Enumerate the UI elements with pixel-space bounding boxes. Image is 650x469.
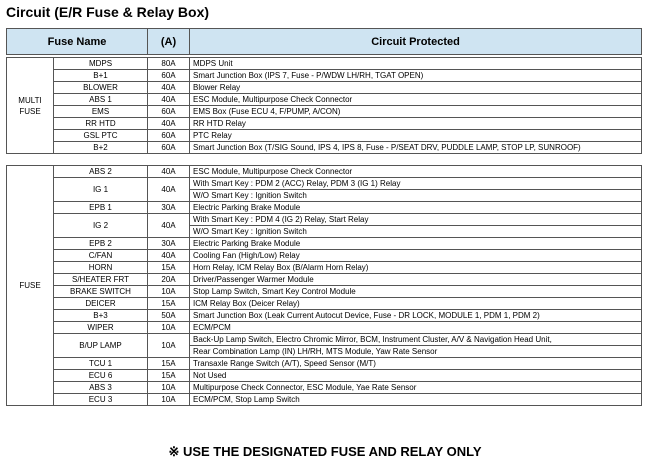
circuit-cell: Cooling Fan (High/Low) Relay <box>190 250 642 262</box>
circuit-cell: ECM/PCM <box>190 322 642 334</box>
table-row <box>7 274 642 286</box>
amp-cell: 60A <box>148 142 190 154</box>
fuse-name-cell: DEICER <box>54 298 148 310</box>
fuse-name-cell: BRAKE SWITCH <box>54 286 148 298</box>
table-row <box>7 94 642 106</box>
circuit-cell: Stop Lamp Switch, Smart Key Control Module <box>190 286 642 298</box>
amp-cell: 10A <box>148 322 190 334</box>
fuse-name-cell: B/UP LAMP <box>54 334 148 358</box>
header-amp: (A) <box>148 29 190 55</box>
table-row <box>7 238 642 250</box>
table-row <box>7 394 642 406</box>
fuse-name-cell: ECU 3 <box>54 394 148 406</box>
fuse-name-cell: EPB 1 <box>54 202 148 214</box>
fuse-name-cell: B+2 <box>54 142 148 154</box>
circuit-cell: Horn Relay, ICM Relay Box (B/Alarm Horn Relay) <box>190 262 642 274</box>
fuse-table <box>6 28 642 406</box>
table-row <box>7 334 642 346</box>
amp-cell: 50A <box>148 310 190 322</box>
amp-cell: 40A <box>148 178 190 202</box>
table-row <box>7 178 642 190</box>
fuse-name-cell: EMS <box>54 106 148 118</box>
amp-cell: 10A <box>148 334 190 358</box>
fuse-name-cell: ABS 2 <box>54 166 148 178</box>
circuit-cell: ICM Relay Box (Deicer Relay) <box>190 298 642 310</box>
table-row <box>7 310 642 322</box>
table-row <box>7 358 642 370</box>
table-row <box>7 262 642 274</box>
group-label-line: FUSE <box>19 281 41 290</box>
circuit-cell: Rear Combination Lamp (IN) LH/RH, MTS Module, Yaw Rate Sensor <box>190 346 642 358</box>
group-label <box>7 166 54 406</box>
amp-cell: 30A <box>148 238 190 250</box>
table-row <box>7 142 642 154</box>
circuit-cell: ECM/PCM, Stop Lamp Switch <box>190 394 642 406</box>
amp-cell: 10A <box>148 394 190 406</box>
circuit-cell: RR HTD Relay <box>190 118 642 130</box>
circuit-cell: Smart Junction Box (T/SIG Sound, IPS 4, IPS 8, Fuse - P/SEAT DRV, PUDDLE LAMP, STOP LP, SUNROOF) <box>190 142 642 154</box>
amp-cell: 60A <box>148 70 190 82</box>
amp-cell: 60A <box>148 130 190 142</box>
amp-cell: 40A <box>148 214 190 238</box>
fuse-name-cell: B+3 <box>54 310 148 322</box>
group-label <box>7 58 54 154</box>
table-row <box>7 370 642 382</box>
fuse-name-cell: TCU 1 <box>54 358 148 370</box>
circuit-cell: W/O Smart Key : Ignition Switch <box>190 190 642 202</box>
fuse-name-cell: S/HEATER FRT <box>54 274 148 286</box>
fuse-name-cell: WIPER <box>54 322 148 334</box>
circuit-cell: ESC Module, Multipurpose Check Connector <box>190 166 642 178</box>
group-label-line: FUSE <box>19 106 41 116</box>
group-label-line: MULTI <box>18 95 42 105</box>
circuit-cell: With Smart Key : PDM 4 (IG 2) Relay, Start Relay <box>190 214 642 226</box>
fuse-name-cell: HORN <box>54 262 148 274</box>
table-row <box>7 214 642 226</box>
fuse-name-cell: BLOWER <box>54 82 148 94</box>
amp-cell: 40A <box>148 94 190 106</box>
footer-note: ※ USE THE DESIGNATED FUSE AND RELAY ONLY <box>168 444 482 459</box>
circuit-cell: Not Used <box>190 370 642 382</box>
fuse-name-cell: EPB 2 <box>54 238 148 250</box>
table-row <box>7 382 642 394</box>
circuit-cell: Smart Junction Box (IPS 7, Fuse - P/WDW LH/RH, TGAT OPEN) <box>190 70 642 82</box>
table-row <box>7 106 642 118</box>
table-row <box>7 58 642 70</box>
table-row <box>7 166 642 178</box>
amp-cell: 15A <box>148 358 190 370</box>
table-row <box>7 130 642 142</box>
circuit-cell: Blower Relay <box>190 82 642 94</box>
fuse-name-cell: IG 1 <box>54 178 148 202</box>
table-header-row <box>7 29 642 55</box>
circuit-cell: EMS Box (Fuse ECU 4, F/PUMP, A/CON) <box>190 106 642 118</box>
fuse-name-cell: IG 2 <box>54 214 148 238</box>
table-row <box>7 70 642 82</box>
table-row <box>7 118 642 130</box>
circuit-cell: Multipurpose Check Connector, ESC Module, Yae Rate Sensor <box>190 382 642 394</box>
header-circuit: Circuit Protected <box>190 29 642 55</box>
fuse-name-cell: ABS 1 <box>54 94 148 106</box>
amp-cell: 20A <box>148 274 190 286</box>
fuse-name-cell: ABS 3 <box>54 382 148 394</box>
page-title: Circuit (E/R Fuse & Relay Box) <box>6 4 210 20</box>
amp-cell: 15A <box>148 262 190 274</box>
table-row <box>7 286 642 298</box>
amp-cell: 15A <box>148 298 190 310</box>
amp-cell: 40A <box>148 82 190 94</box>
circuit-cell: Smart Junction Box (Leak Current Autocut Device, Fuse - DR LOCK, MODULE 1, PDM 1, PDM 2) <box>190 310 642 322</box>
amp-cell: 15A <box>148 370 190 382</box>
circuit-cell: W/O Smart Key : Ignition Switch <box>190 226 642 238</box>
fuse-name-cell: ECU 6 <box>54 370 148 382</box>
amp-cell: 60A <box>148 106 190 118</box>
circuit-cell: MDPS Unit <box>190 58 642 70</box>
circuit-cell: Back-Up Lamp Switch, Electro Chromic Mirror, BCM, Instrument Cluster, A/V & Navigation Head Unit, <box>190 334 642 346</box>
table-row <box>7 82 642 94</box>
fuse-name-cell: GSL PTC <box>54 130 148 142</box>
group-gap <box>7 154 642 166</box>
fuse-table-body <box>7 58 642 406</box>
circuit-cell: Electric Parking Brake Module <box>190 238 642 250</box>
fuse-name-cell: MDPS <box>54 58 148 70</box>
amp-cell: 40A <box>148 166 190 178</box>
amp-cell: 30A <box>148 202 190 214</box>
amp-cell: 80A <box>148 58 190 70</box>
circuit-cell: PTC Relay <box>190 130 642 142</box>
amp-cell: 40A <box>148 250 190 262</box>
amp-cell: 40A <box>148 118 190 130</box>
table-row <box>7 298 642 310</box>
table-row <box>7 202 642 214</box>
amp-cell: 10A <box>148 286 190 298</box>
circuit-cell: ESC Module, Multipurpose Check Connector <box>190 94 642 106</box>
table-row <box>7 250 642 262</box>
circuit-cell: With Smart Key : PDM 2 (ACC) Relay, PDM 3 (IG 1) Relay <box>190 178 642 190</box>
circuit-cell: Driver/Passenger Warmer Module <box>190 274 642 286</box>
circuit-cell: Transaxle Range Switch (A/T), Speed Sensor (M/T) <box>190 358 642 370</box>
amp-cell: 10A <box>148 382 190 394</box>
header-fuse-name: Fuse Name <box>7 29 148 55</box>
fuse-name-cell: C/FAN <box>54 250 148 262</box>
fuse-name-cell: RR HTD <box>54 118 148 130</box>
fuse-name-cell: B+1 <box>54 70 148 82</box>
circuit-cell: Electric Parking Brake Module <box>190 202 642 214</box>
table-row <box>7 322 642 334</box>
